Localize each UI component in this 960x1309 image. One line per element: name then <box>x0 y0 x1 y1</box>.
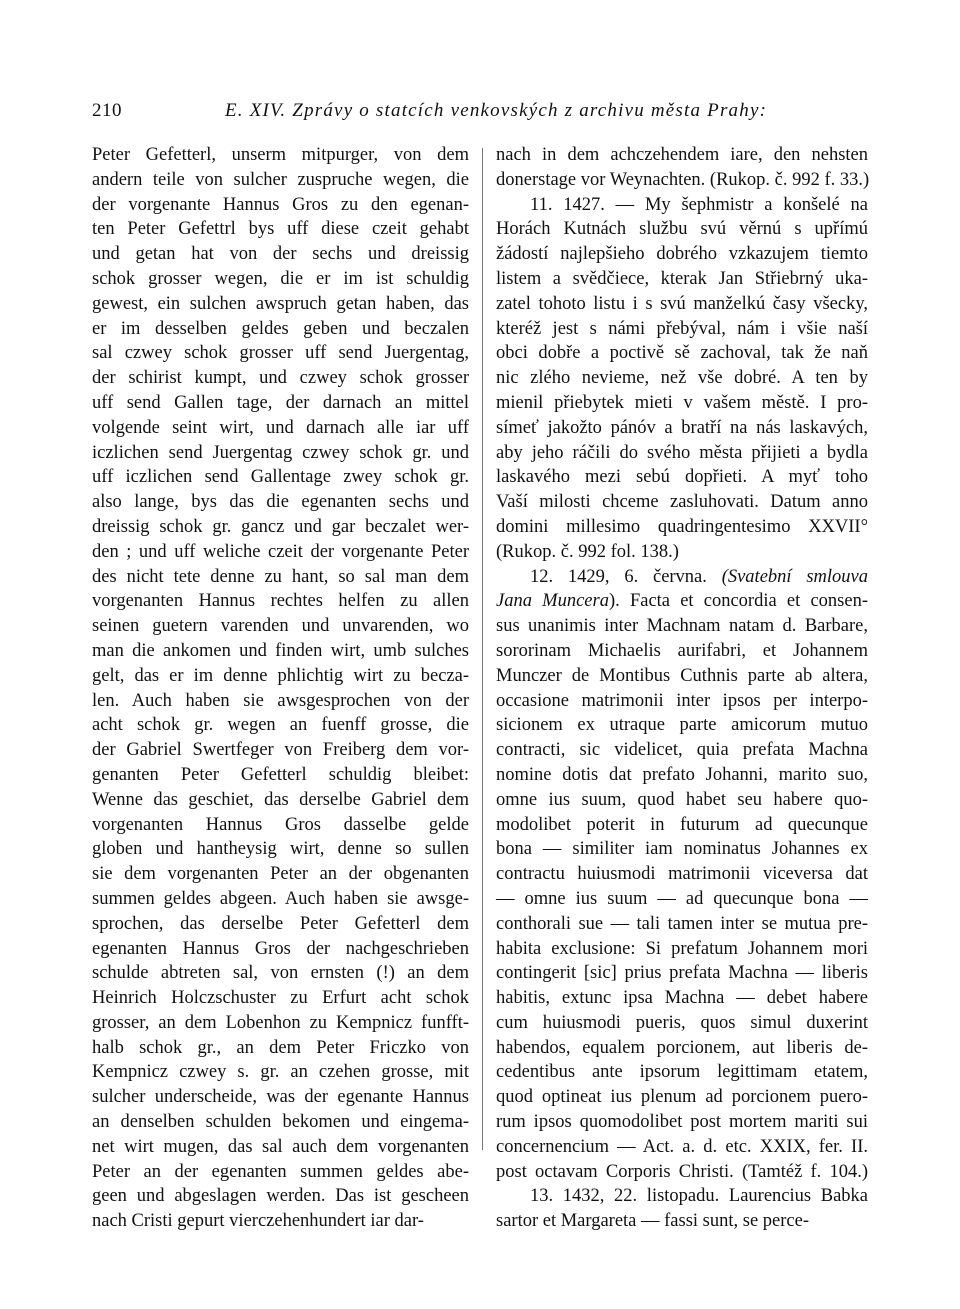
text-line: sprochen, das derselbe Peter Gefetterl dem <box>92 913 469 934</box>
text-line: Wenne das geschiet, das derselbe Gabriel dem <box>92 789 469 810</box>
text-line: quod optineat ius plenum ad porcionem puero- <box>496 1087 868 1108</box>
text-line: der vorgenante Hannus Gros zu den egenan- <box>92 194 469 215</box>
text-line: len. Auch haben sie awsgesprochen von der <box>92 690 469 711</box>
text-line: schulde abtreten sal, von ernsten (!) an dem <box>92 963 469 984</box>
text-line: uff iczlichen send Gallentage zwey schok gr. <box>92 467 469 488</box>
text-line: bona — similiter iam nominatus Johannes ex <box>496 839 868 860</box>
page-number: 210 <box>92 100 122 121</box>
text-line: volgende seint wirt, und darnach alle iar uff <box>92 417 469 438</box>
text-line: er im desselben geldes geben und beczalen <box>92 318 469 339</box>
text-line: conthorali sue — tali tamen inter se mutua pre- <box>496 913 868 934</box>
text-line: egenanten Hannus Gros der nachgeschrieben <box>92 938 469 959</box>
text-line: halb schok gr., an dem Peter Friczko von <box>92 1037 469 1058</box>
text-line: genanten Peter Gefetterl schuldig bleibet: <box>92 764 469 785</box>
text-line: obci dobře a poctivě sě zachoval, tak že naň <box>496 343 868 364</box>
text-fragment: ). Facta et concordia et consen- <box>608 591 868 612</box>
text-line: vorgenanten Hannus Gros dasselbe gelde <box>92 814 469 835</box>
text-line: modolibet poterit in futurum ad quecunque <box>496 814 868 835</box>
column-divider <box>482 148 483 1150</box>
text-line: Kempnicz czwey s. gr. an czehen grosse, mit <box>92 1062 469 1083</box>
text-line: dreissig schok gr. gancz und gar beczalet wer- <box>92 516 469 537</box>
text-line: und getan hat von der sechs und dreissig <box>92 244 469 265</box>
text-line: summen geldes abgeen. Auch haben sie awsge- <box>92 888 469 909</box>
text-line: sororinam Michaelis aurifabri, et Johannem <box>496 640 868 661</box>
text-line: kteréž jest s námi přebýval, nám i všie naší <box>496 318 868 339</box>
right-column <box>496 143 868 1234</box>
text-line: vorgenanten Hannus rechtes helfen zu allen <box>92 591 469 612</box>
text-line: gelt, das er im denne phlichtig wirt zu becza- <box>92 665 469 686</box>
text-line: schok grosser wegen, die er im ist schuldig <box>92 268 469 289</box>
text-line: iczlichen send Juergentag czwey schok gr. und <box>92 442 469 463</box>
text-line: mienil přiebytek mieti v vašem městě. I pro- <box>496 392 868 413</box>
text-line: símeť jakožto pánóv a bratří na nás laskavých, <box>496 417 868 438</box>
text-line: andern teile von sulcher zuspruche wegen, die <box>92 169 469 190</box>
left-column <box>92 143 469 1234</box>
text-line: acht schok gr. wegen an fuenff grosse, die <box>92 715 469 736</box>
text-line: domini millesimo quadringentesimo XXVII° <box>496 516 868 537</box>
text-line: den ; und uff weliche czeit der vorgenante Peter <box>92 541 469 562</box>
text-line: der schirist kumpt, und czwey schok grosser <box>92 368 469 389</box>
text-line: contractu huiusmodi matrimonii viceversa dat <box>496 864 868 885</box>
text-line: donerstage vor Weynachten. (Rukop. č. 992 f. 33.) <box>496 169 870 190</box>
text-line: cum huiusmodi pueris, quos simul duxerint <box>496 1012 868 1033</box>
text-line <box>496 589 868 614</box>
text-line: sartor et Margareta — fassi sunt, se perce- <box>496 1211 810 1232</box>
text-line: Munczer de Montibus Cuthnis parte ab altera, <box>496 665 868 686</box>
text-line: post octavam Corporis Christi. (Tamtéž f. 104.) <box>496 1161 868 1182</box>
text-line: contracti, sic videlicet, quia prefata Machna <box>496 740 868 761</box>
text-line: aby jeho ráčili do svého města přijieti a bydla <box>496 442 868 463</box>
text-line: laskavého mezi sebú dopřieti. A myť toho <box>496 467 868 488</box>
text-line: listem a svědčiece, kterak Jan Střiebrný uka- <box>496 268 868 289</box>
text-line: sie dem vorgenanten Peter an der obgenanten <box>92 864 469 885</box>
italic-title: (Svatební smlouva <box>721 566 868 587</box>
text-line: geen und abgeslagen werden. Das ist gescheen <box>92 1186 469 1207</box>
text-line: Peter an der egenanten summen geldes abe- <box>92 1161 469 1182</box>
italic-title: Jana Muncera <box>496 591 609 612</box>
text-line: also lange, bys das die egenanten sechs und <box>92 492 469 513</box>
text-line: sus unanimis inter Machnam natam d. Barbare, <box>496 616 868 637</box>
text-line: concernencium — Act. a. d. etc. XXIX, fer. II. <box>496 1136 868 1157</box>
text-line: (Rukop. č. 992 fol. 138.) <box>496 541 679 562</box>
text-line: Vaší milosti chceme zasluhovati. Datum anno <box>496 492 868 513</box>
text-line: 11. 1427. — My šephmistr a konšelé na <box>530 194 868 215</box>
text-line: zatel tohoto listu i s svú manželkú časy všecky, <box>496 293 868 314</box>
text-line: Peter Gefetterl, unserm mitpurger, von dem <box>92 145 469 165</box>
text-line: habita exclusione: Si prefatum Johannem mori <box>496 938 868 959</box>
entry-heading: 12. 1429, 6. června. <box>530 566 722 587</box>
text-line: sal czwey schok grosser uff send Juergentag, <box>92 343 469 364</box>
text-line: — omne ius suum — ad quecunque bona — <box>496 888 868 909</box>
text-line: globen und hantheysig wirt, denne so sullen <box>92 839 469 860</box>
text-line: uff send Gallen tage, der darnach an mittel <box>92 392 469 413</box>
text-line: gewest, ein sulchen awspruch getan haben, das <box>92 293 469 314</box>
text-line: Heinrich Holczschuster zu Erfurt acht schok <box>92 988 469 1009</box>
running-title: E. XIV. Zprávy o statcích venkovských z archivu města Prahy: <box>225 100 768 121</box>
text-line: rum ipsos quomodolibet post mortem mariti sui <box>496 1112 868 1133</box>
text-line: habitis, extunc ipsa Machna — debet habere <box>496 988 868 1009</box>
text-line: net wirt mugen, das sal auch dem vorgenanten <box>92 1136 469 1157</box>
text-line: grosser, an dem Lobenhon zu Kempnicz funfft- <box>92 1012 469 1033</box>
text-line: nomine dotis dat prefato Johanni, marito suo, <box>496 764 868 785</box>
text-line: occasione matrimonii inter ipsos per interpo- <box>496 690 868 711</box>
text-line <box>496 565 868 590</box>
text-line: sicionem ex utraque parte amicorum mutuo <box>496 715 868 736</box>
text-line: contingerit [sic] prius prefata Machna — liberis <box>496 963 868 984</box>
text-line: omne ius suum, quod habet seu habere quo- <box>496 789 868 810</box>
text-line: nach Cristi gepurt vierczehenhundert iar dar- <box>92 1211 424 1232</box>
text-line: man die ankomen und finden wirt, umb sulches <box>92 640 469 661</box>
text-line: nic zlého nevieme, než vše dobré. A ten by <box>496 368 868 389</box>
text-line: žádostí najlepšieho dobrého vzkazujem tiemto <box>496 244 868 265</box>
text-line: 13. 1432, 22. listopadu. Laurencius Babka <box>530 1186 868 1207</box>
text-line: seinen guetern varenden und unvarenden, wo <box>92 616 469 637</box>
text-line: ten Peter Gefettrl bys uff diese czeit gehabt <box>92 219 469 240</box>
text-line: des nicht tete denne zu hant, so sal man dem <box>92 566 469 587</box>
text-line: Horách Kutnách službu svú věrnú s upřímú <box>496 219 868 240</box>
text-line: cedentibus ante ipsorum legittimam etatem, <box>496 1062 868 1083</box>
text-line: an denselben schulden bekomen und eingema- <box>92 1112 469 1133</box>
text-line: habendos, equalem porcionem, aut liberis de- <box>496 1037 868 1058</box>
text-line: nach in dem achczehendem iare, den nehsten <box>496 145 868 165</box>
text-line: sulcher underscheide, was der egenante Hannus <box>92 1087 469 1108</box>
text-line: der Gabriel Swertfeger von Freiberg dem vor- <box>92 740 469 761</box>
